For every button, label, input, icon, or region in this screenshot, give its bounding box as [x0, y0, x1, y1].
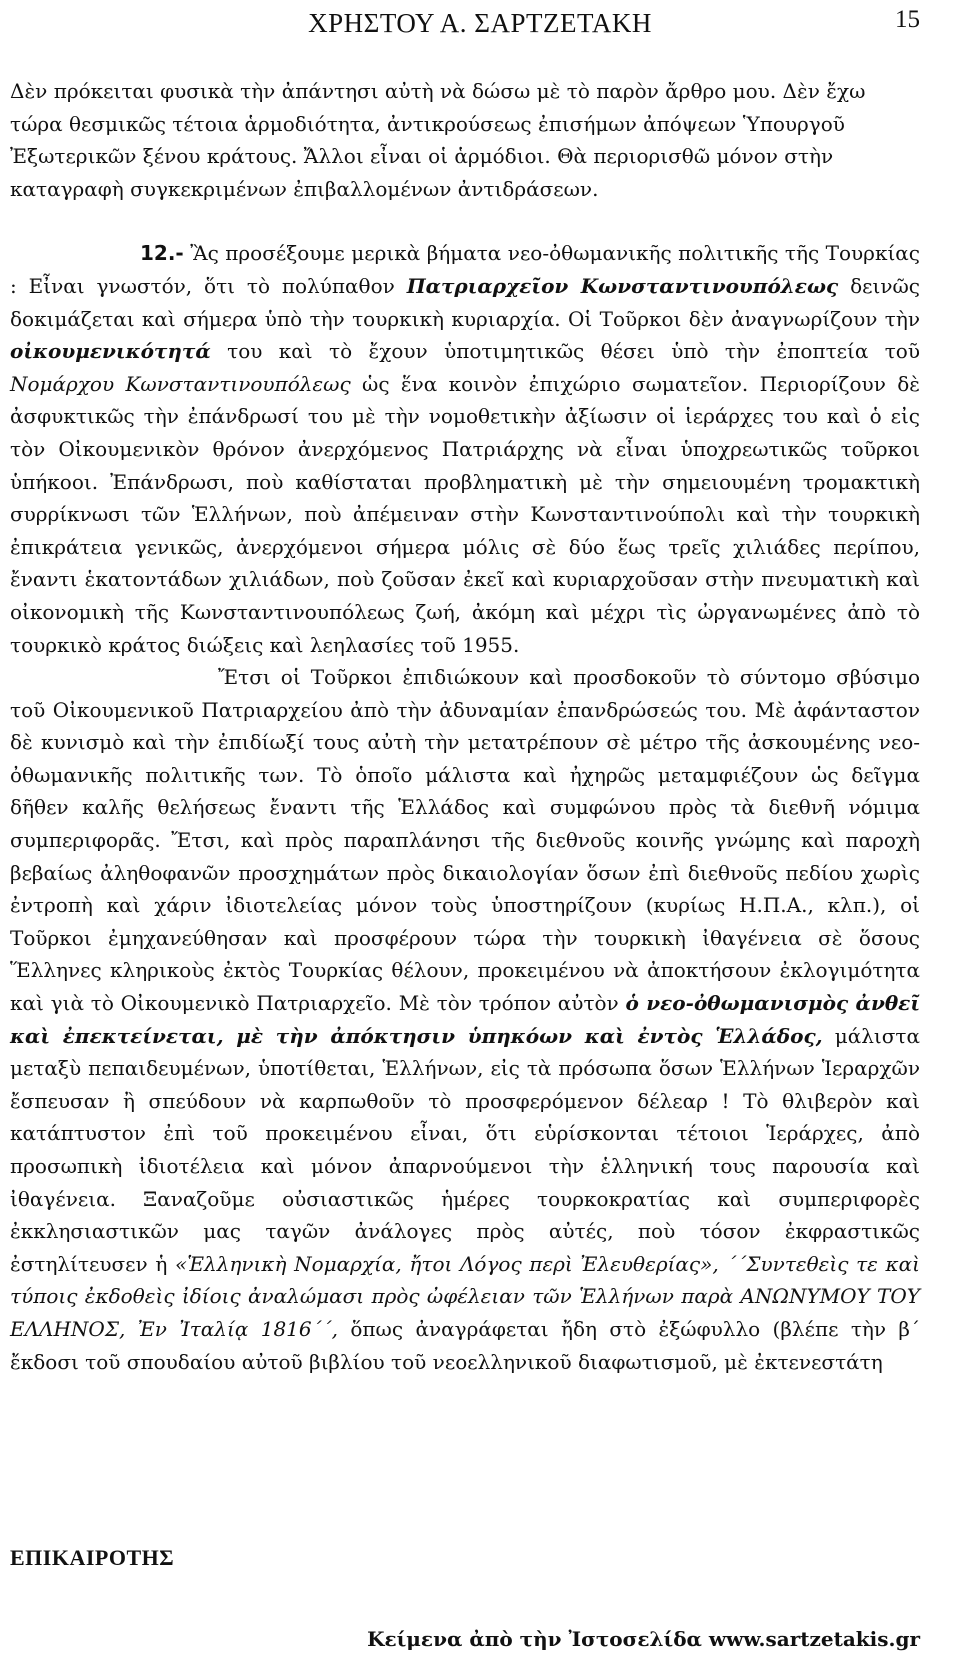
paragraph-2-text-3: του καὶ τὸ ἔχουν ὑποτιμητικῶς θέσει ὑπὸ τὴν ἐποπτεία τοῦ [210, 339, 920, 364]
section-number: 12.- [140, 241, 184, 266]
paragraph-3-text-3: ὅπως ἀναγράφεται ἤδη στὸ ἐξώφυλλο (βλέπε τὴν β΄ ἔκδοσι τοῦ σπουδαίου αὐτοῦ βιβλίου τοῦ νεοελληνικοῦ διαφωτισμοῦ, μὲ ἐκτενεστάτη [10, 1316, 920, 1374]
prefect-italic: Νομάρχου Κωνσταντινουπόλεως [10, 371, 351, 396]
paragraph-3-text-2: μάλιστα μεταξὺ πεπαιδευμένων, ὑποτίθεται, Ἑλλήνων, εἰς τὰ πρόσωπα ὅσων Ἑλλήνων Ἱεραρχῶν ἔσπευσαν ἢ σπεύδουν νὰ καρπωθοῦν τὸ προσφερόμενον δέλεαρ ! Τὸ θλιβερὸν καὶ κατάπτυστον ἐπὶ τοῦ προκειμένου εἶναι, ὅτι εὑρίσκονται τέτοιοι Ἱεράρχες, ἀπὸ προσωπικὴ ἰδιοτέλεια καὶ μόνον ἀπαρνούμενοι τὴν ἑλληνική τους παρουσία καὶ ἰθαγένεια. Ξαναζοῦμε οὐσιαστικῶς ἡμέρες τουρκοκρατίας καὶ συμπεριφορὲς ἐκκλησιαστικῶν μας ταγῶν ἀνάλογες πρὸς αὐτές, ποὺ τόσον ἐκφραστικῶς ἐστηλίτευσεν ἡ [10, 1023, 920, 1276]
page-number: 15 [895, 6, 920, 33]
paragraph-2-text-4: ὡς ἕνα κοινὸν ἐπιχώριο σωματεῖον. Περιορίζουν δὲ ἀσφυκτικῶς τὴν ἐπάνδρωσί του μὲ τὴν νομοθετικὴν ἀξίωσιν οἱ ἱεράρχες του καὶ ὁ εἰς τὸν Οἰκουμενικὸν θρόνον ἀνερχόμενος Πατριάρχης νὰ εἶναι ὑποχρεωτικῶς τοῦρκοι ὑπήκοοι. Ἐπάνδρωσι, ποὺ καθίσταται προβληματικὴ μὲ τὴν σημειουμένη τρομακτικὴ συρρίκνωσι τῶν Ἑλλήνων, ποὺ ἀπέμειναν στὴν Κωνσταντινούπολι καὶ τὴν τουρκικὴ ἐπικράτεια γενικῶς, ἀνερχόμενοι σήμερα μόλις σὲ δύο ἕως τρεῖς χιλιάδες περίπου, ἔναντι ἑκατοντάδων χιλιάδων, ποὺ ζοῦσαν ἐκεῖ καὶ κυριαρχοῦσαν στὴν πνευματικὴ καὶ οἰκονομικὴ τῆς Κωνσταντινουπόλεως ζωή, ἀκόμη καὶ μέχρι τὶς ὠργανωμένες ἀπὸ τὸ τουρκικὸ κράτος διώξεις καὶ λεηλασίες τοῦ 1955. [10, 371, 920, 657]
paragraph-2-text-1: Ἂς προσέξουμε μερικὰ βήματα νεο-ὀθωμανικῆς πολιτικῆς τῆς Τουρκίας : Εἶναι γνωστόν, ὅτι τὸ πολύπαθον [10, 241, 920, 298]
ecumenicity-emphasis: οἰκουμενικότητά [10, 339, 211, 364]
nomarchia-citation: «Ἑλληνικὴ Νομαρχία, ἤτοι Λόγος περὶ Ἐλευθερίας», ΄΄Συντεθεὶς τε καὶ τύποις ἐκδοθεὶς ἰδίοις ἀναλώμασι πρὸς ὠφέλειαν τῶν Ἑλλήνων παρὰ ΑΝΩΝΥΜΟΥ ΤΟΥ ΕΛΛΗΝΟΣ, Ἐν Ἰταλίᾳ 1816΄΄, [10, 1251, 920, 1341]
paragraph-2 [10, 237, 920, 661]
paragraph-1: Δὲν πρόκειται φυσικὰ τὴν ἀπάντησι αὐτὴ νὰ δώσω μὲ τὸ παρὸν ἄρθρο μου. Δὲν ἔχω τώρα θεσμικῶς τέτοια ἁρμοδιότητα, ἀντικρούσεως ἐπισήμων ἀπόψεων Ὑπουργοῦ Ἐξωτερικῶν ξένου κράτους. Ἄλλοι εἶναι οἱ ἁρμόδιοι. Θὰ περιορισθῶ μόνον στὴν καταγραφὴ συγκεκριμένων ἐπιβαλλομένων ἀντιδράσεων. [10, 79, 866, 201]
article-body [10, 75, 920, 1378]
patriarchate-emphasis: Πατριαρχεῖον Κωνσταντινουπόλεως [406, 273, 839, 298]
paragraph-2-text-2: δεινῶς δοκιμάζεται καὶ σήμερα ὑπὸ τὴν τουρκικὴ κυριαρχία. Οἱ Τοῦρκοι δὲν ἀναγνωρίζουν τὴν [10, 273, 920, 331]
paragraph-3-indent [10, 665, 218, 689]
paragraph-3 [10, 661, 920, 1378]
footer-source: Κείμενα ἀπὸ τὴν Ἰστοσελίδα www.sartzetakis.gr [367, 1627, 920, 1651]
running-title: ΧΡΗΣΤΟΥ Α. ΣΑΡΤΖΕΤΑΚΗ [308, 8, 652, 38]
paragraph-spacer [10, 205, 920, 237]
footer-section-label: ΕΠΙΚΑΙΡΟΤΗΣ [10, 1545, 175, 1570]
neo-ottomanism-emphasis: ὁ νεο-ὀθωμανισμὸς ἀνθεῖ καὶ ἐπεκτείνεται, μὲ τὴν ἀπόκτησιν ὑπηκόων καὶ ἐντὸς Ἑλλάδος, [10, 991, 920, 1048]
paragraph-3-text-1: Ἔτσι οἱ Τοῦρκοι ἐπιδιώκουν καὶ προσδοκοῦν τὸ σύντομο σβύσιμο τοῦ Οἰκουμενικοῦ Πατριαρχείου ἀπὸ τὴν ἀδυναμίαν ἐπανδρώσεώς του. Μὲ ἀφάνταστον δὲ κυνισμὸ καὶ τὴν ἐπιδίωξί τους αὐτὴ τὴν μετατρέπουν σὲ μέτρο τῆς ἀσκουμένης νεο-ὀθωμανικῆς πολιτικῆς των. Τὸ ὁποῖο μάλιστα καὶ ἠχηρῶς μεταμφιέζουν ὡς δεῖγμα δῆθεν καλῆς θελήσεως ἔναντι τῆς Ἑλλάδος καὶ συμφώνου πρὸς τὰ διεθνῆ νόμιμα συμπεριφορᾶς. Ἔτσι, καὶ πρὸς παραπλάνησι τῆς διεθνοῦς κοινῆς γνώμης καὶ παροχὴ βεβαίως ἀληθοφανῶν προσχημάτων πρὸς δικαιολογίαν ὅσων ἐπὶ διεθνοῦς πεδίου χωρὶς ἐντροπὴ καὶ χάριν ἰδιοτελείας μόνον τοὺς ὑποστηρίζουν (κυρίως Η.Π.Α., κλπ.), οἱ Τοῦρκοι ἐμηχανεύθησαν καὶ προσφέρουν τώρα τὴν τουρκικὴ ἰθαγένεια σὲ ὅσους Ἕλληνες κληρικοὺς ἐκτὸς Τουρκίας θέλουν, προκειμένου νὰ ἀποκτήσουν ἐκλογιμότητα καὶ γιὰ τὸ Οἰκουμενικὸ Πατριαρχεῖο. Μὲ τὸν τρόπον αὐτὸν [10, 665, 920, 1016]
page-header [0, 6, 960, 46]
paragraph-2-indent [10, 241, 140, 265]
